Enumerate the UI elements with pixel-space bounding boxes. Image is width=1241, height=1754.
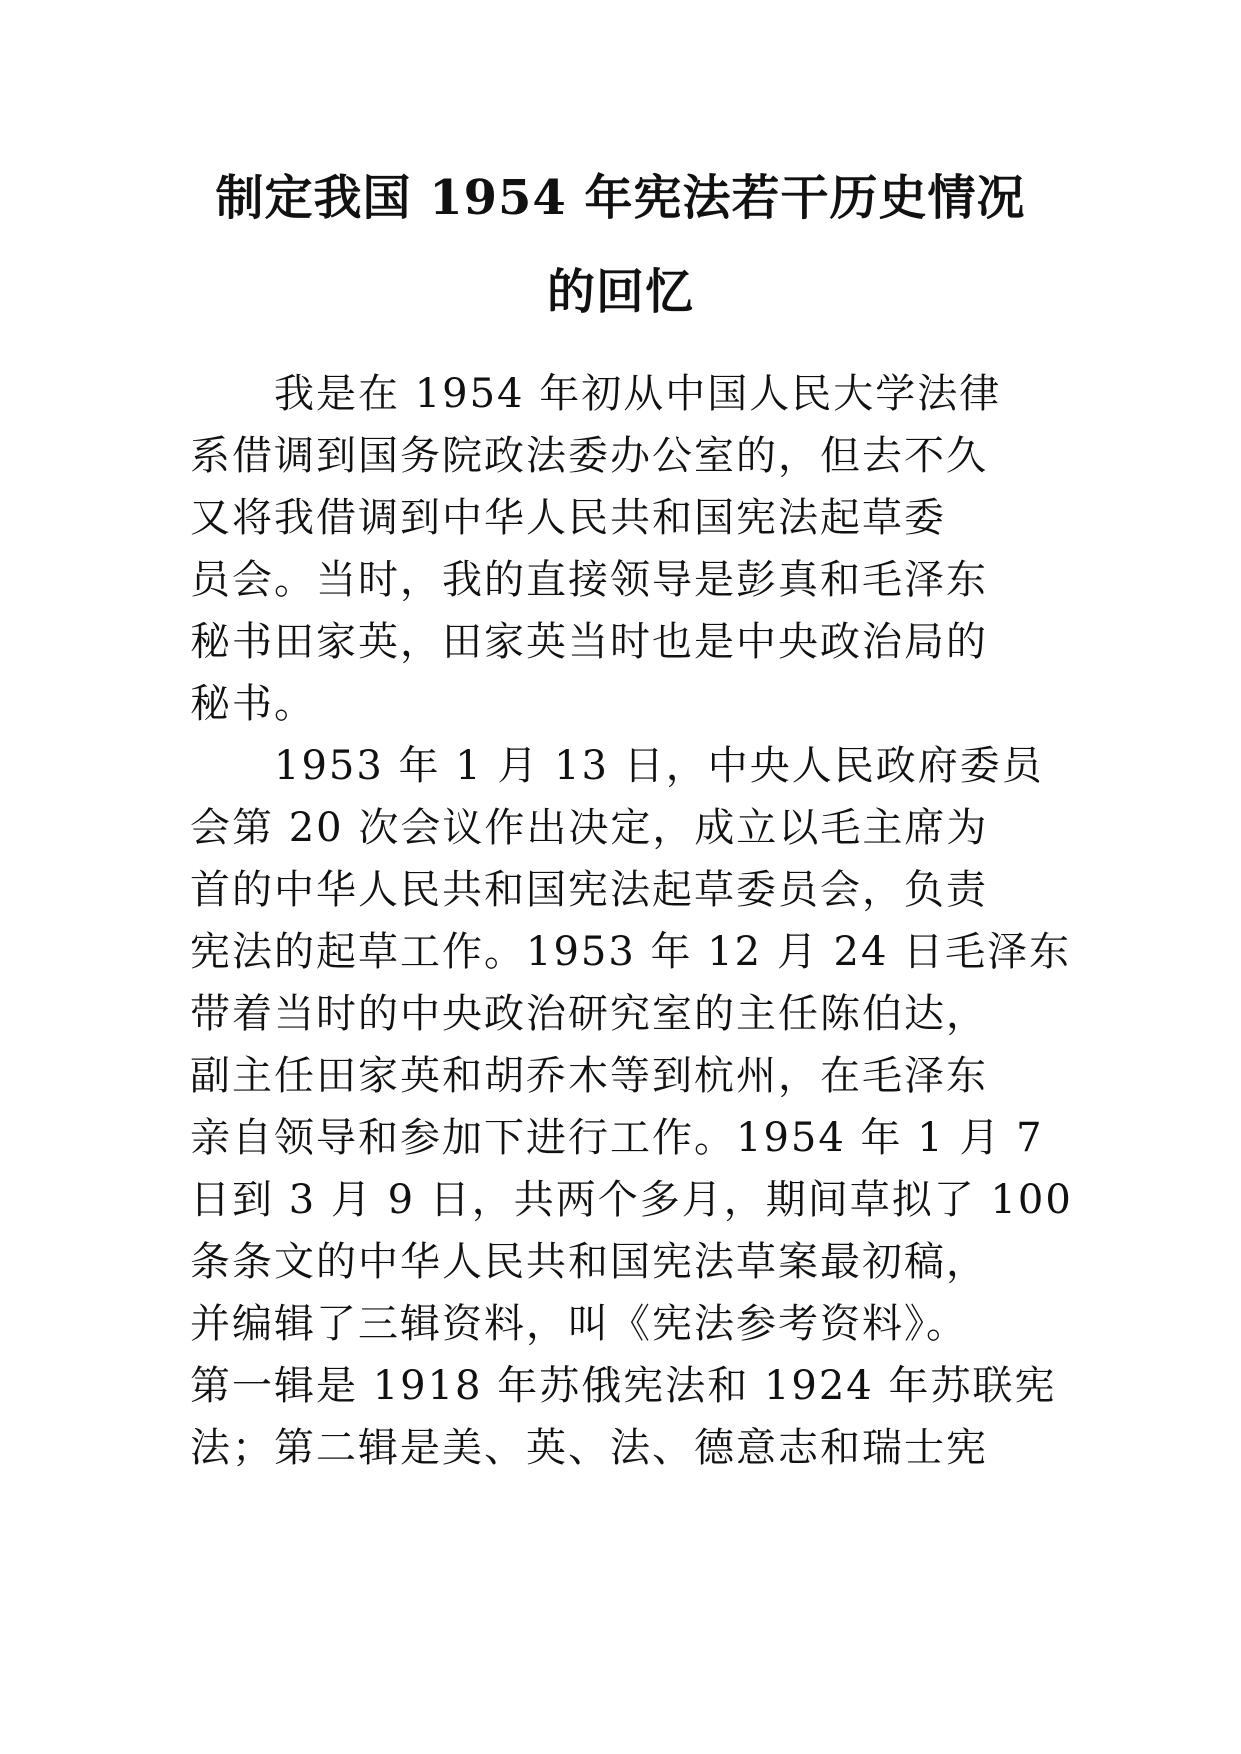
- body-line: 亲自领导和参加下进行工作。1954 年 1 月 7: [190, 1115, 1044, 1161]
- body-line: 带着当时的中央政治研究室的主任陈伯达，: [190, 991, 988, 1037]
- body-line: 副主任田家英和胡乔木等到杭州，在毛泽东: [190, 1053, 988, 1099]
- body-line: 1953 年 1 月 13 日，中央人民政府委员: [190, 743, 1044, 789]
- body-line: 又将我借调到中华人民共和国宪法起草委: [190, 495, 946, 541]
- title-line-2: 的回忆: [546, 264, 694, 320]
- body-line: 员会。当时，我的直接领导是彭真和毛泽东: [190, 557, 988, 603]
- title-line-1: 制定我国 1954 年宪法若干历史情况: [215, 170, 1026, 226]
- body-line: 第一辑是 1918 年苏俄宪法和 1924 年苏联宪: [190, 1363, 1057, 1409]
- body-line: 法；第二辑是美、英、法、德意志和瑞士宪: [190, 1425, 988, 1471]
- body-line: 条条文的中华人民共和国宪法草案最初稿，: [190, 1239, 988, 1285]
- body-line: 首的中华人民共和国宪法起草委员会，负责: [190, 867, 988, 913]
- body-line: 宪法的起草工作。1953 年 12 月 24 日毛泽东: [190, 929, 1072, 975]
- body-line: 我是在 1954 年初从中国人民大学法律: [190, 371, 1002, 417]
- body-line: 会第 20 次会议作出决定，成立以毛主席为: [190, 805, 989, 851]
- body-line: 日到 3 月 9 日，共两个多月，期间草拟了 100: [190, 1177, 1073, 1223]
- body-line: 秘书。: [190, 681, 316, 727]
- body-line: 系借调到国务院政法委办公室的，但去不久: [190, 433, 988, 479]
- body-line: 并编辑了三辑资料，叫《宪法参考资料》。: [190, 1301, 968, 1347]
- body-line: 秘书田家英，田家英当时也是中央政治局的: [190, 619, 988, 665]
